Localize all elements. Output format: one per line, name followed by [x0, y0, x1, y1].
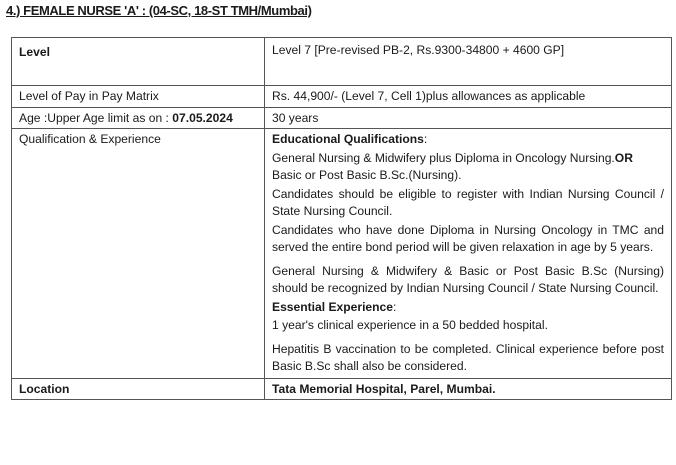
edu-para-2: Candidates should be eligible to register with Indian Nursing Council / State Nursing Council.: [272, 186, 664, 218]
exp-heading: Essential Experience: [272, 299, 394, 314]
level-value: Level 7 [Pre-revised PB-2, Rs.9300-34800 + 4600 GP]: [265, 38, 672, 86]
location-value: Tata Memorial Hospital, Parel, Mumbai.: [265, 378, 672, 400]
table-row-pay: [12, 86, 672, 108]
level-label: Level: [12, 38, 265, 86]
edu-line1-post: Basic or Post Basic B.Sc.(Nursing).: [272, 168, 462, 182]
section-heading: 4.) FEMALE NURSE 'A' : (04-SC, 18-ST TMH/Mumbai): [6, 3, 312, 18]
age-cutoff-date: 07.05.2024: [172, 110, 233, 125]
age-label: [12, 107, 265, 129]
edu-line1-pre: General Nursing & Midwifery plus Diploma in Oncology Nursing.: [272, 150, 615, 165]
age-label-prefix: Age :Upper Age limit as on :: [19, 110, 173, 125]
qualification-value: [265, 129, 672, 379]
table-row-location: [12, 378, 672, 400]
age-value: 30 years: [265, 107, 672, 129]
exp-para-1: 1 year's clinical experience in a 50 bedded hospital.: [272, 318, 548, 332]
pay-value: Rs. 44,900/- (Level 7, Cell 1)plus allowances as applicable: [265, 86, 672, 108]
edu-para-4: General Nursing & Midwifery & Basic or Post Basic B.Sc (Nursing) should be recognized by Indian Nursing Council / State Nursing Council.: [272, 263, 664, 295]
job-spec-table: [11, 37, 672, 400]
table-row-level: [12, 38, 672, 86]
edu-heading-colon: :: [423, 132, 428, 146]
edu-heading: Educational Qualifications: [272, 132, 424, 146]
edu-para-3: Candidates who have done Diploma in Nursing Oncology in TMC and served the entire bond period will be given relaxation in age by 5 years.: [272, 222, 664, 254]
edu-heading-line: [272, 131, 664, 149]
qualification-label: Qualification & Experience: [12, 129, 265, 379]
location-label: Location: [12, 378, 265, 400]
pay-label: Level of Pay in Pay Matrix: [12, 86, 265, 108]
exp-para-2: Hepatitis B vaccination to be completed. Clinical experience before post Basic B.Sc shall also be considered.: [272, 341, 664, 373]
edu-para-1: [272, 150, 664, 185]
table-row-qualification: [12, 129, 672, 379]
edu-or: OR: [614, 150, 633, 165]
exp-heading-colon: :: [393, 299, 397, 314]
table-row-age: [12, 107, 672, 129]
exp-heading-line: [272, 299, 664, 317]
